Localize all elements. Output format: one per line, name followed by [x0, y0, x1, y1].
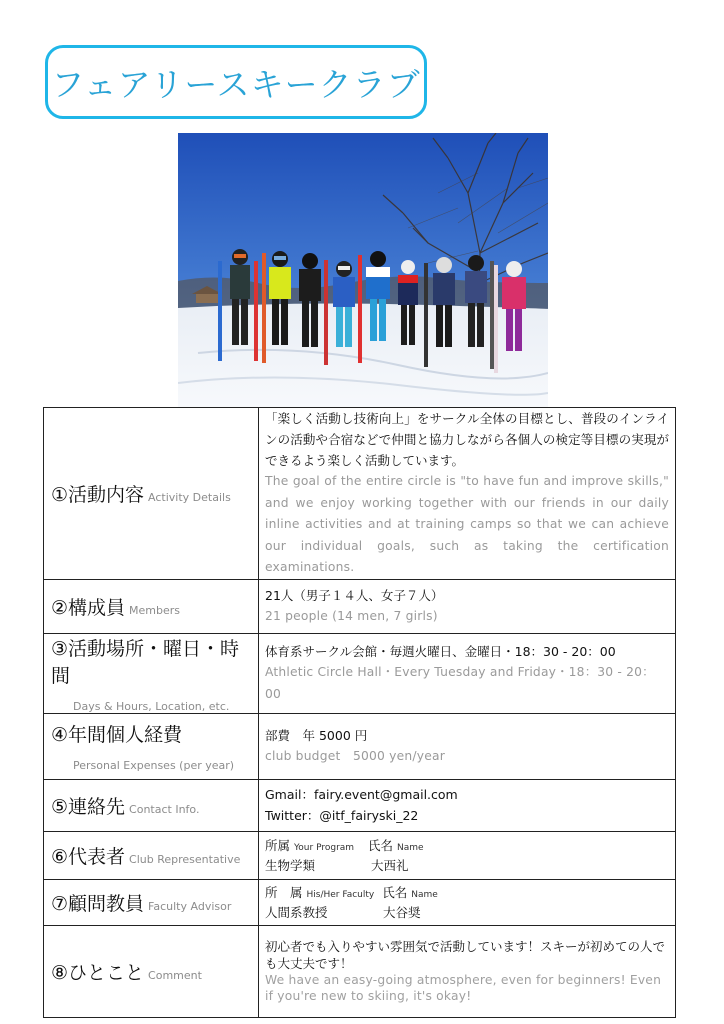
page-title: フェアリースキークラブ: [51, 64, 421, 104]
affil-label-en: His/Her Faculty: [306, 889, 375, 900]
advisor-name: 大谷奨: [382, 904, 421, 920]
name-label: 氏名: [382, 884, 408, 900]
row-label: ④年間個人経費: [51, 724, 183, 746]
row-label-en: Club Representative: [129, 852, 241, 866]
value-cell: [259, 713, 676, 779]
value-cell: [259, 408, 676, 580]
group-photo: [178, 133, 548, 407]
ski-group-photo: [178, 133, 548, 407]
affil-label: 所 属: [265, 884, 303, 900]
value-cell: [259, 579, 676, 633]
table-row: [44, 831, 676, 879]
title-box: [45, 45, 427, 119]
comment-text-en: We have an easy-going atmosphere, even for beginners! Even if you're new to skiing, it's okay!: [265, 973, 662, 1003]
row-label-en: Days & Hours, Location, etc.: [73, 699, 230, 713]
row-label-en: Activity Details: [148, 490, 231, 504]
value-cell: [259, 831, 676, 879]
advisor-header: [265, 884, 669, 904]
label-cell: [44, 713, 259, 779]
affil-label-en: Your Program: [294, 842, 355, 853]
table-row: [44, 925, 676, 1017]
row-label-en: Members: [129, 603, 181, 617]
value-cell: [259, 879, 676, 925]
table-row: [44, 879, 676, 925]
table-row: [44, 779, 676, 831]
label-cell: [44, 925, 259, 1017]
table-row: [44, 713, 676, 779]
contact-email: Gmail：fairy.event@gmail.com: [265, 787, 458, 802]
members-text-en: 21 people (14 men, 7 girls): [265, 608, 438, 623]
label-cell: [44, 633, 259, 713]
value-cell: [259, 633, 676, 713]
row-label-en: Contact Info.: [129, 802, 200, 816]
contact-twitter: Twitter：@itf_fairyski_22: [265, 808, 419, 823]
row-label: ⑧ひとこと: [51, 961, 145, 984]
affil-label: 所属: [265, 837, 291, 853]
table-row: [44, 579, 676, 633]
row-label: ⑤連絡先: [51, 795, 126, 818]
row-label: ②構成員: [51, 596, 126, 619]
table-row: [44, 633, 676, 713]
label-cell: [44, 579, 259, 633]
row-label-en: Comment: [148, 968, 202, 982]
label-cell: [44, 779, 259, 831]
name-label: 氏名: [368, 837, 394, 853]
representative-values: [265, 857, 669, 874]
value-cell: [259, 779, 676, 831]
row-label: ③活動場所・曜日・時間: [51, 637, 240, 687]
schedule-text-ja: 体育系サークル会館・毎週火曜日、金曜日・18：30 - 20：00: [265, 644, 616, 659]
activity-text-ja: 「楽しく活動し技術向上」をサークル全体の目標とし、普段のインラインの活動や合宿などで仲間と協力しながら各個人の検定等目標の実現ができるよう楽しく活動しています。: [265, 411, 669, 468]
label-cell: [44, 831, 259, 879]
value-cell: [259, 925, 676, 1017]
row-label-en: Faculty Advisor: [148, 899, 232, 913]
schedule-text-en: Athletic Circle Hall・Every Tuesday and Friday・18：30 - 20：00: [265, 665, 655, 701]
table-row: [44, 408, 676, 580]
row-label-en: Personal Expenses (per year): [73, 759, 235, 772]
row-label: ⑥代表者: [51, 845, 126, 868]
expenses-text-en: club budget 5000 yen/year: [265, 748, 445, 763]
name-label-en: Name: [397, 842, 424, 853]
expenses-text-ja: 部費 年 5000 円: [265, 727, 368, 743]
info-table: [43, 407, 676, 1018]
advisor-values: [265, 904, 669, 921]
row-label: ①活動内容: [51, 483, 145, 506]
representative-program: 生物学類: [265, 857, 316, 873]
comment-text-ja: 初心者でも入りやすい雰囲気で活動しています！スキーが初めての人でも大丈夫です！: [265, 939, 666, 971]
label-cell: [44, 879, 259, 925]
row-label: ⑦顧問教員: [51, 892, 145, 915]
label-cell: [44, 408, 259, 580]
members-text-ja: 21人（男子１４人、女子７人）: [265, 587, 444, 603]
name-label-en: Name: [411, 889, 438, 900]
representative-name: 大西礼: [370, 857, 409, 873]
advisor-faculty: 人間系教授: [265, 904, 328, 920]
activity-text-en: The goal of the entire circle is "to have fun and improve skills," and we enjoy working together with our friends in our daily inline activities and at training camps so that we can achieve our individual goals, such as taking the certification examinations.: [265, 474, 669, 574]
representative-header: [265, 837, 669, 857]
